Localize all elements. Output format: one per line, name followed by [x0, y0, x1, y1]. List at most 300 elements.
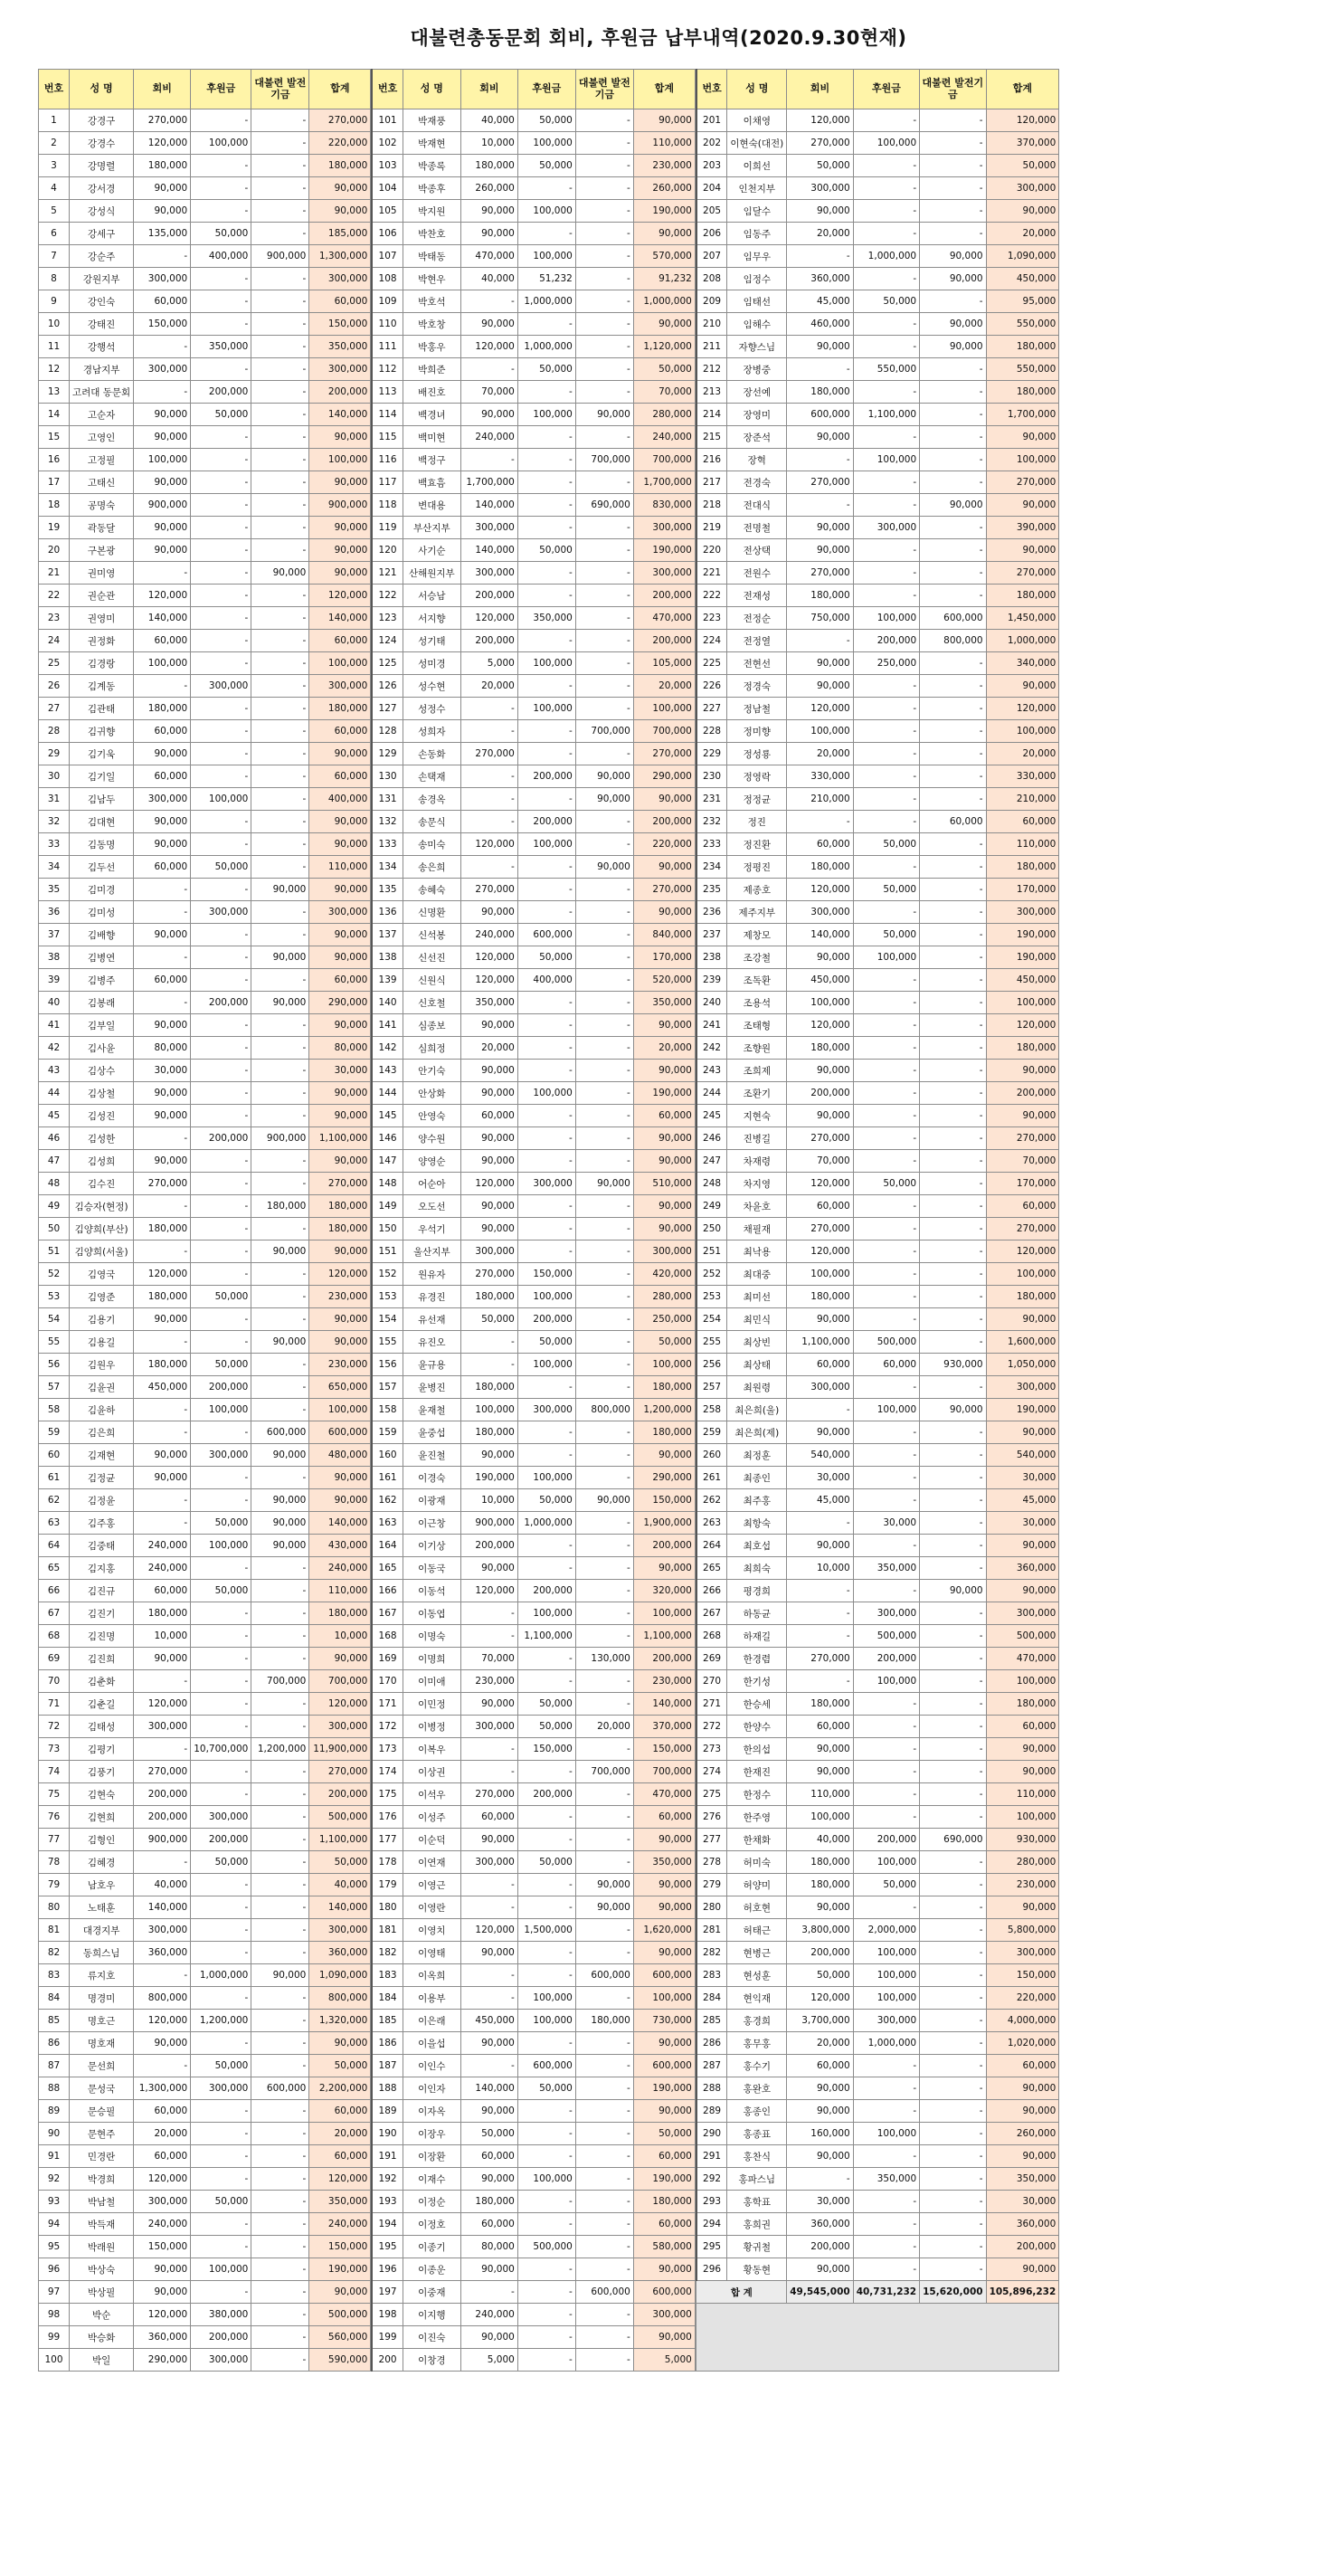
cell-no: 251: [696, 1240, 727, 1263]
cell-donation: -: [853, 811, 919, 833]
cell-no: 220: [696, 539, 727, 562]
cell-no: 213: [696, 381, 727, 404]
cell-fund: -: [920, 1218, 986, 1240]
table-row: [372, 1580, 695, 1602]
cell-total: 90,000: [309, 743, 371, 765]
cell-donation: -: [853, 223, 919, 245]
cell-donation: -: [517, 2032, 575, 2055]
cell-fund: -: [575, 1670, 633, 1693]
cell-donation: -: [853, 992, 919, 1014]
cell-fund: -: [251, 833, 309, 856]
cell-fee: 120,000: [134, 1263, 191, 1286]
cell-total: 240,000: [309, 2213, 371, 2236]
cell-fund: 700,000: [575, 1761, 633, 1783]
cell-no: 225: [696, 652, 727, 675]
cell-total: 90,000: [309, 426, 371, 449]
cell-total: 270,000: [633, 879, 695, 901]
cell-fee: 120,000: [460, 336, 517, 358]
table-row: [39, 946, 371, 969]
cell-no: 203: [696, 155, 727, 177]
cell-donation: -: [853, 155, 919, 177]
table-row: [696, 1896, 1059, 1919]
cell-total: 580,000: [633, 2236, 695, 2258]
cell-total: 90,000: [309, 177, 371, 200]
cell-donation: 100,000: [191, 1399, 251, 1421]
cell-donation: -: [517, 2145, 575, 2168]
cell-donation: -: [191, 268, 251, 290]
cell-no: 159: [372, 1421, 403, 1444]
cell-fund: 90,000: [575, 765, 633, 788]
cell-name: 김동명: [70, 833, 134, 856]
cell-fund: 90,000: [920, 1580, 986, 1602]
cell-no: 231: [696, 788, 727, 811]
cell-fund: -: [575, 2326, 633, 2349]
cell-total: 90,000: [633, 1014, 695, 1037]
cell-donation: -: [517, 585, 575, 607]
cell-no: 81: [39, 1919, 70, 1942]
cell-no: 247: [696, 1150, 727, 1173]
cell-no: 1: [39, 109, 70, 132]
cell-fee: 50,000: [460, 2123, 517, 2145]
cell-name: 손동화: [403, 743, 460, 765]
cell-donation: 300,000: [853, 517, 919, 539]
cell-no: 250: [696, 1218, 727, 1240]
cell-name: 박찬호: [403, 223, 460, 245]
cell-fee: 120,000: [134, 2304, 191, 2326]
table-row: [696, 743, 1059, 765]
cell-donation: 200,000: [853, 1829, 919, 1851]
cell-fee: 90,000: [787, 2077, 853, 2100]
cell-donation: -: [191, 720, 251, 743]
cell-fund: -: [920, 1670, 986, 1693]
cell-donation: 10,700,000: [191, 1738, 251, 1761]
cell-fee: 60,000: [787, 1195, 853, 1218]
cell-name: 홍경희: [727, 2010, 787, 2032]
cell-fee: -: [134, 1964, 191, 1987]
table-row: [39, 1942, 371, 1964]
cell-fund: -: [575, 2258, 633, 2281]
cell-donation: -: [191, 969, 251, 992]
cell-fund: -: [575, 1354, 633, 1376]
cell-fee: 90,000: [134, 1082, 191, 1105]
cell-donation: 50,000: [853, 290, 919, 313]
cell-no: 292: [696, 2168, 727, 2191]
cell-total: 1,100,000: [309, 1829, 371, 1851]
cell-no: 287: [696, 2055, 727, 2077]
cell-total: 60,000: [633, 1806, 695, 1829]
cell-no: 168: [372, 1625, 403, 1648]
cell-no: 241: [696, 1014, 727, 1037]
cell-fund: 600,000: [575, 2281, 633, 2304]
table-row: [696, 1173, 1059, 1195]
cell-fund: -: [575, 901, 633, 924]
cell-no: 163: [372, 1512, 403, 1535]
cell-name: 정정균: [727, 788, 787, 811]
cell-total: 550,000: [986, 358, 1059, 381]
cell-fee: 360,000: [134, 1942, 191, 1964]
cell-donation: 50,000: [191, 1512, 251, 1535]
cell-fund: -: [575, 562, 633, 585]
cell-fund: -: [920, 2168, 986, 2191]
table-row: [696, 223, 1059, 245]
cell-fee: 50,000: [787, 155, 853, 177]
table-row: [696, 1354, 1059, 1376]
cell-name: 이영근: [403, 1874, 460, 1896]
cell-fee: 90,000: [460, 901, 517, 924]
cell-total: 190,000: [633, 2168, 695, 2191]
cell-fee: 70,000: [460, 381, 517, 404]
cell-fee: 60,000: [134, 1580, 191, 1602]
cell-donation: 350,000: [853, 2168, 919, 2191]
table-row: [372, 1919, 695, 1942]
cell-total: 270,000: [986, 1218, 1059, 1240]
cell-fee: -: [460, 358, 517, 381]
cell-total: 800,000: [309, 1987, 371, 2010]
cell-no: 8: [39, 268, 70, 290]
cell-donation: -: [517, 901, 575, 924]
cell-total: 170,000: [633, 946, 695, 969]
table-row: [372, 313, 695, 336]
cell-total: 100,000: [633, 698, 695, 720]
cell-no: 47: [39, 1150, 70, 1173]
cell-total: 30,000: [986, 2191, 1059, 2213]
cell-name: 이은래: [403, 2010, 460, 2032]
cell-fee: 300,000: [134, 1919, 191, 1942]
cell-fund: -: [575, 426, 633, 449]
cell-fee: 1,100,000: [787, 1331, 853, 1354]
cell-fee: 90,000: [460, 1829, 517, 1851]
cell-no: 20: [39, 539, 70, 562]
cell-total: 1,320,000: [309, 2010, 371, 2032]
cell-fund: 1,200,000: [251, 1738, 309, 1761]
cell-total: 500,000: [986, 1625, 1059, 1648]
cell-donation: -: [191, 358, 251, 381]
table-row: [696, 1806, 1059, 1829]
cell-fund: -: [920, 1173, 986, 1195]
cell-no: 189: [372, 2100, 403, 2123]
cell-name: 이장우: [403, 2123, 460, 2145]
cell-fund: -: [920, 924, 986, 946]
table-row: [372, 494, 695, 517]
cell-no: 293: [696, 2191, 727, 2213]
cell-fund: -: [575, 2123, 633, 2145]
cell-fund: 90,000: [251, 1331, 309, 1354]
cell-total: 350,000: [309, 336, 371, 358]
cell-total: 300,000: [986, 177, 1059, 200]
cell-fee: 270,000: [787, 1218, 853, 1240]
cell-no: 138: [372, 946, 403, 969]
cell-fund: 700,000: [251, 1670, 309, 1693]
cell-fund: -: [251, 2032, 309, 2055]
cell-name: 성희자: [403, 720, 460, 743]
cell-total: 180,000: [986, 856, 1059, 879]
cell-name: 백효흠: [403, 471, 460, 494]
cell-no: 266: [696, 1580, 727, 1602]
cell-fund: -: [251, 1376, 309, 1399]
cell-total: 300,000: [986, 901, 1059, 924]
cell-donation: -: [517, 471, 575, 494]
table-row: [372, 2326, 695, 2349]
cell-fund: -: [920, 879, 986, 901]
table-row: [39, 223, 371, 245]
cell-total: 930,000: [986, 1829, 1059, 1851]
cell-name: 이인수: [403, 2055, 460, 2077]
header-row: [372, 70, 695, 109]
cell-name: 하동균: [727, 1602, 787, 1625]
cell-name: 고려대 동문회: [70, 381, 134, 404]
cell-no: 172: [372, 1716, 403, 1738]
table-row: [372, 1964, 695, 1987]
cell-name: 성수현: [403, 675, 460, 698]
cell-donation: 100,000: [517, 404, 575, 426]
cell-fee: 90,000: [134, 924, 191, 946]
cell-name: 김수진: [70, 1173, 134, 1195]
cell-donation: 200,000: [191, 1829, 251, 1851]
cell-name: 유경진: [403, 1286, 460, 1308]
table-row: [372, 2236, 695, 2258]
table-row: [372, 2349, 695, 2372]
cell-no: 191: [372, 2145, 403, 2168]
cell-no: 253: [696, 1286, 727, 1308]
cell-total: 150,000: [633, 1738, 695, 1761]
cell-no: 205: [696, 200, 727, 223]
cell-donation: 100,000: [517, 1082, 575, 1105]
cell-no: 62: [39, 1489, 70, 1512]
cell-fee: -: [787, 358, 853, 381]
table-row: [372, 2168, 695, 2191]
cell-total: 90,000: [986, 539, 1059, 562]
cell-total: 260,000: [986, 2123, 1059, 2145]
cell-total: 1,000,000: [986, 630, 1059, 652]
cell-fund: 90,000: [575, 404, 633, 426]
cell-donation: -: [853, 1896, 919, 1919]
cell-fund: -: [575, 1150, 633, 1173]
cell-no: 165: [372, 1557, 403, 1580]
cell-total: 90,000: [633, 1942, 695, 1964]
cell-fund: 90,000: [251, 879, 309, 901]
table-row: [696, 1557, 1059, 1580]
cell-name: 권미영: [70, 562, 134, 585]
cell-name: 조희제: [727, 1060, 787, 1082]
cell-fee: 270,000: [787, 132, 853, 155]
table-row: [696, 585, 1059, 607]
table-row: [696, 1399, 1059, 1421]
cell-fund: -: [920, 698, 986, 720]
cell-total: 100,000: [986, 992, 1059, 1014]
cell-donation: 350,000: [853, 1557, 919, 1580]
cell-donation: 100,000: [517, 1467, 575, 1489]
table-row: [696, 1602, 1059, 1625]
cell-fund: -: [920, 358, 986, 381]
table-row: [39, 879, 371, 901]
table-row: [696, 969, 1059, 992]
cell-fund: -: [575, 630, 633, 652]
table-row: [696, 1851, 1059, 1874]
cell-no: 82: [39, 1942, 70, 1964]
table-row: [39, 517, 371, 539]
cell-no: 133: [372, 833, 403, 856]
table-row: [39, 562, 371, 585]
cell-donation: -: [191, 2123, 251, 2145]
cell-total: 60,000: [986, 811, 1059, 833]
cell-fee: 120,000: [134, 2010, 191, 2032]
cell-donation: 300,000: [191, 2349, 251, 2372]
table-row: [372, 765, 695, 788]
cell-total: 140,000: [309, 1512, 371, 1535]
cell-donation: 50,000: [191, 1286, 251, 1308]
table-row: [39, 1783, 371, 1806]
cell-name: 박홍우: [403, 336, 460, 358]
cell-fee: -: [787, 449, 853, 471]
cell-name: 최상빈: [727, 1331, 787, 1354]
cell-total: 220,000: [633, 833, 695, 856]
cell-no: 234: [696, 856, 727, 879]
cell-fund: -: [251, 336, 309, 358]
cell-name: 전재성: [727, 585, 787, 607]
cell-name: 조태형: [727, 1014, 787, 1037]
cell-total: 180,000: [309, 1602, 371, 1625]
cell-no: 46: [39, 1127, 70, 1150]
table-row: [696, 2010, 1059, 2032]
header-donation: 후원금: [853, 70, 919, 109]
cell-no: 55: [39, 1331, 70, 1354]
cell-no: 73: [39, 1738, 70, 1761]
table-row: [696, 109, 1059, 132]
cell-total: 90,000: [986, 1105, 1059, 1127]
cell-fund: -: [575, 517, 633, 539]
cell-donation: 50,000: [517, 2077, 575, 2100]
cell-donation: -: [517, 856, 575, 879]
cell-name: 전정순: [727, 607, 787, 630]
cell-total: 60,000: [309, 2145, 371, 2168]
cell-fund: -: [575, 1783, 633, 1806]
cell-fund: 90,000: [575, 1896, 633, 1919]
cell-no: 10: [39, 313, 70, 336]
cell-donation: 50,000: [191, 404, 251, 426]
table-row: [372, 652, 695, 675]
table-row: [696, 2236, 1059, 2258]
table-row: [372, 449, 695, 471]
table-row: [39, 675, 371, 698]
cell-donation: 200,000: [191, 1127, 251, 1150]
cell-name: 최상태: [727, 1354, 787, 1376]
table-row: [372, 539, 695, 562]
cell-name: 이상권: [403, 1761, 460, 1783]
cell-donation: 100,000: [517, 698, 575, 720]
cell-no: 115: [372, 426, 403, 449]
cell-fund: -: [251, 720, 309, 743]
cell-name: 심희정: [403, 1037, 460, 1060]
cell-fee: 240,000: [460, 426, 517, 449]
cell-name: 부산지부: [403, 517, 460, 539]
cell-no: 120: [372, 539, 403, 562]
cell-name: 김관태: [70, 698, 134, 720]
cell-donation: -: [853, 268, 919, 290]
cell-fund: 600,000: [920, 607, 986, 630]
cell-no: 114: [372, 404, 403, 426]
table-row: [696, 2100, 1059, 2123]
cell-no: 123: [372, 607, 403, 630]
cell-name: 홍완호: [727, 2077, 787, 2100]
table-row: [39, 1874, 371, 1896]
cell-name: 이순덕: [403, 1829, 460, 1851]
cell-donation: -: [191, 155, 251, 177]
cell-no: 14: [39, 404, 70, 426]
cell-fee: 5,000: [460, 2349, 517, 2372]
cell-donation: -: [853, 1060, 919, 1082]
cell-no: 28: [39, 720, 70, 743]
cell-no: 182: [372, 1942, 403, 1964]
cell-total: 560,000: [309, 2326, 371, 2349]
cell-fee: 230,000: [460, 1670, 517, 1693]
cell-donation: -: [191, 2236, 251, 2258]
cell-name: 이창경: [403, 2349, 460, 2372]
cell-no: 148: [372, 1173, 403, 1195]
table-row: [372, 1987, 695, 2010]
cell-no: 274: [696, 1761, 727, 1783]
cell-total: 230,000: [309, 1354, 371, 1376]
cell-donation: -: [853, 1127, 919, 1150]
table-row: [372, 1829, 695, 1851]
cell-fee: 300,000: [787, 901, 853, 924]
table-row: [372, 381, 695, 404]
cell-name: 김성진: [70, 1105, 134, 1127]
cell-fee: 60,000: [134, 765, 191, 788]
cell-fee: -: [134, 946, 191, 969]
cell-total: 590,000: [309, 2349, 371, 2372]
cell-no: 24: [39, 630, 70, 652]
table-row: [696, 1512, 1059, 1535]
cell-no: 98: [39, 2304, 70, 2326]
cell-fee: 20,000: [460, 1037, 517, 1060]
table-row: [39, 1693, 371, 1716]
cell-fee: 150,000: [134, 2236, 191, 2258]
cell-name: 전대식: [727, 494, 787, 517]
cell-no: 25: [39, 652, 70, 675]
cell-fund: -: [575, 743, 633, 765]
cell-donation: -: [853, 1444, 919, 1467]
cell-fund: -: [575, 1625, 633, 1648]
cell-donation: 50,000: [517, 539, 575, 562]
cell-fund: -: [251, 1173, 309, 1195]
cell-fee: 120,000: [787, 1987, 853, 2010]
cell-donation: -: [191, 200, 251, 223]
cell-fee: 200,000: [460, 630, 517, 652]
cell-name: 이현숙(대전): [727, 132, 787, 155]
cell-no: 179: [372, 1874, 403, 1896]
cell-name: 김지홍: [70, 1557, 134, 1580]
cell-fee: 70,000: [460, 1648, 517, 1670]
cell-total: 470,000: [633, 1783, 695, 1806]
cell-no: 75: [39, 1783, 70, 1806]
cell-no: 97: [39, 2281, 70, 2304]
cell-fee: 270,000: [134, 1173, 191, 1195]
cell-total: 60,000: [986, 1716, 1059, 1738]
cell-donation: -: [191, 1150, 251, 1173]
cell-no: 79: [39, 1874, 70, 1896]
table-row: [372, 1761, 695, 1783]
cell-fee: 90,000: [787, 539, 853, 562]
cell-fund: -: [575, 313, 633, 336]
cell-donation: 200,000: [517, 1580, 575, 1602]
cell-name: 김정윤: [70, 1489, 134, 1512]
cell-no: 36: [39, 901, 70, 924]
cell-fund: -: [920, 2258, 986, 2281]
cell-fee: 900,000: [134, 1829, 191, 1851]
cell-name: 신선진: [403, 946, 460, 969]
cell-total: 90,000: [986, 200, 1059, 223]
cell-total: 90,000: [633, 1195, 695, 1218]
